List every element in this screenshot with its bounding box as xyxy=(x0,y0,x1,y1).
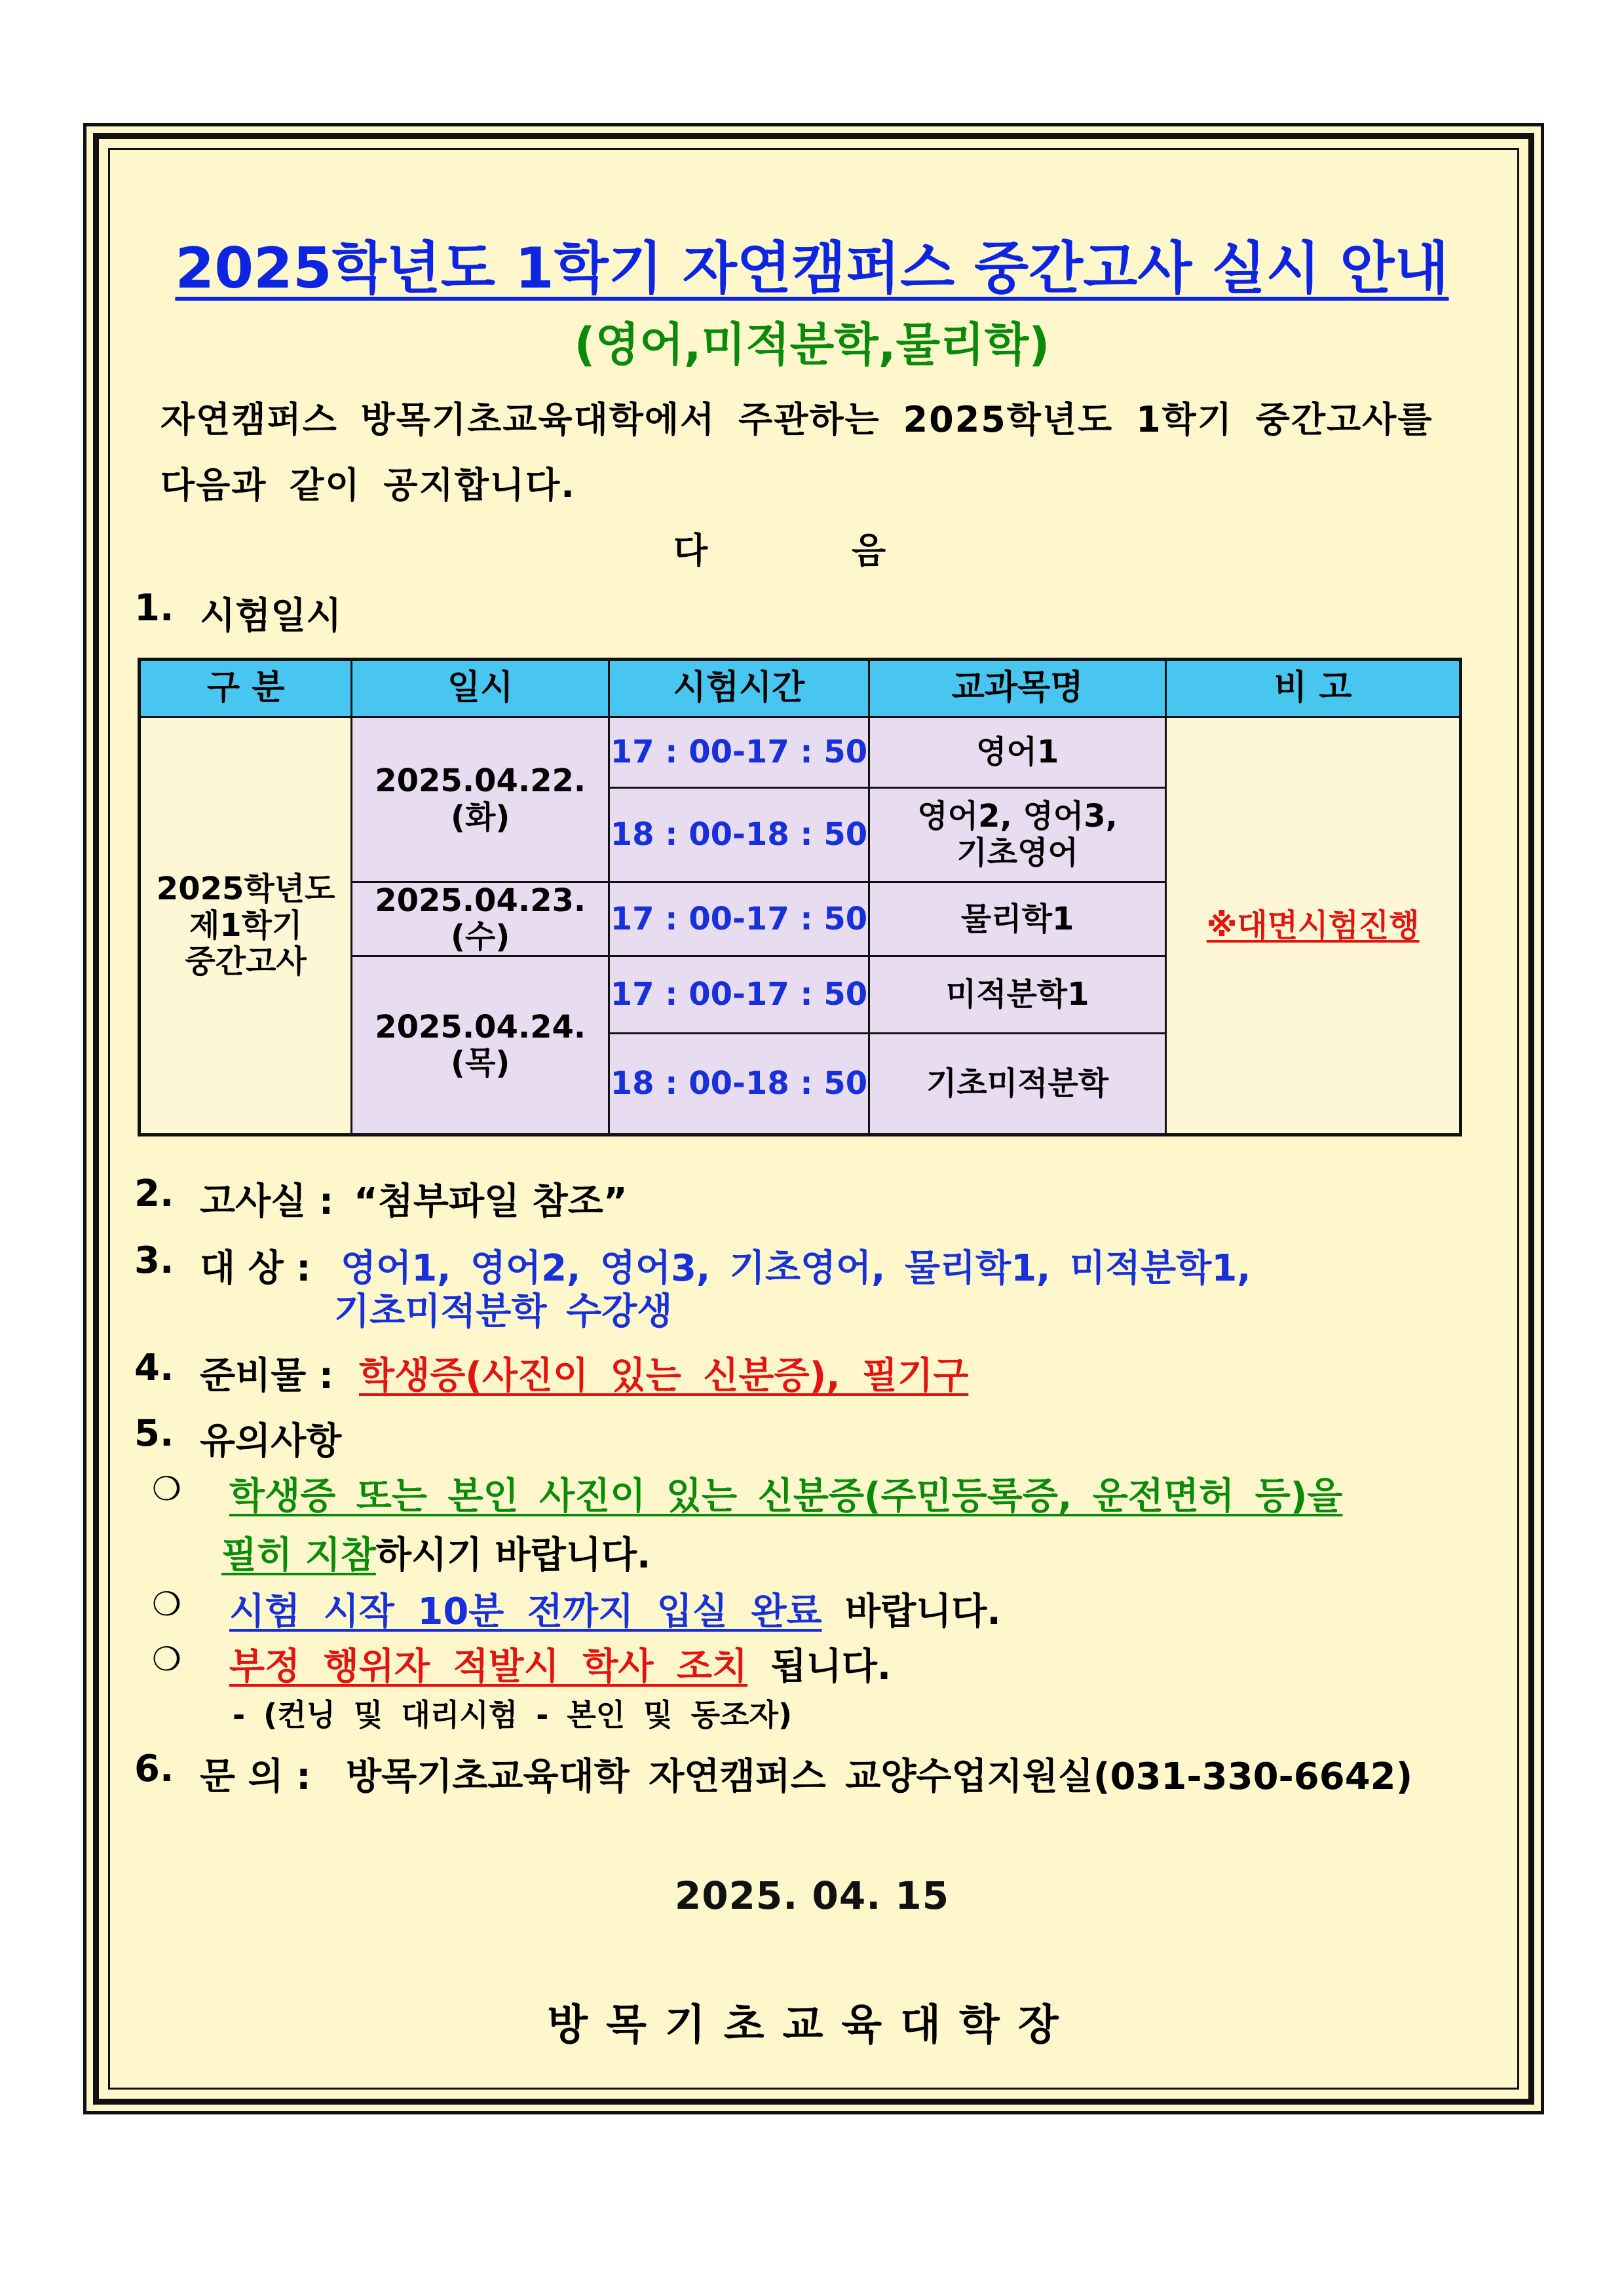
division-line-2: 제1학기 xyxy=(189,907,303,944)
section-4-number: 4. xyxy=(134,1347,174,1389)
header-date: 일시 xyxy=(352,660,609,717)
notice-item-1-emphasis: 필히 지참 xyxy=(221,1534,376,1577)
note-text: ※대면시험진행 xyxy=(1206,907,1420,944)
section-2-number: 2. xyxy=(134,1173,174,1215)
subject-line: 영어2, 영어3, xyxy=(917,798,1118,835)
section-1-label: 시험일시 xyxy=(200,595,342,637)
signer-name: 방목기초교육대학장 xyxy=(547,2001,1077,2050)
time-cell: 17 : 00-17 : 50 xyxy=(609,956,869,1034)
notice-item-3-tail: 됩니다. xyxy=(770,1645,892,1688)
header-note: 비 고 xyxy=(1166,660,1461,717)
subject-cell xyxy=(869,788,1166,882)
division-line-1: 2025학년도 xyxy=(156,871,335,908)
section-6-number: 6. xyxy=(134,1748,174,1790)
section-4-label: 준비물 : xyxy=(200,1355,334,1397)
header-division: 구 분 xyxy=(140,660,352,717)
subject-line: 기초영어 xyxy=(956,834,1078,871)
page-title: 2025학년도 1학기 자연캠퍼스 중간고사 실시 안내 xyxy=(175,236,1449,301)
subject-cell xyxy=(869,1034,1166,1135)
table-header-row xyxy=(140,660,1461,717)
notice-item-1-cont xyxy=(221,1526,651,1579)
subject-line: 물리학1 xyxy=(960,900,1074,937)
date-cell: 2025.04.24.(목) xyxy=(352,956,609,1135)
date-cell: 2025.04.23.(수) xyxy=(352,882,609,956)
section-4-value: 학생증(사진이 있는 신분증), 필기구 xyxy=(359,1355,969,1397)
daum-char-1: 다 xyxy=(673,530,709,571)
notice-item-2-tail: 바랍니다. xyxy=(845,1590,1001,1633)
notice-item-2 xyxy=(229,1583,1001,1635)
notice-item-2-emphasis: 시험 시작 10분 전까지 입실 완료 xyxy=(229,1590,822,1633)
section-3-number: 3. xyxy=(134,1239,174,1282)
bullet-icon: ❍ xyxy=(152,1470,181,1508)
exam-schedule-table xyxy=(138,658,1462,1136)
page-subtitle: (영어,미적분학,물리학) xyxy=(574,318,1050,371)
notice-item-3 xyxy=(229,1638,891,1690)
section-3-line-1: 영어1, 영어2, 영어3, 기초영어, 물리학1, 미적분학1, xyxy=(341,1247,1251,1290)
subject-cell xyxy=(869,717,1166,788)
section-6-label: 문 의 : xyxy=(200,1755,311,1798)
table-row xyxy=(140,717,1461,788)
section-6-value: 방목기초교육대학 자연캠퍼스 교양수업지원실(031-330-6642) xyxy=(346,1755,1413,1798)
header-time: 시험시간 xyxy=(609,660,869,717)
bullet-icon: ❍ xyxy=(152,1640,181,1678)
notice-item-1-tail: 하시기 바랍니다. xyxy=(375,1534,651,1577)
subject-cell xyxy=(869,956,1166,1034)
section-3-line-2: 기초미적분학 수강생 xyxy=(334,1290,673,1333)
note-cell xyxy=(1166,717,1461,1135)
notice-item-1-text: 학생증 또는 본인 사진이 있는 신분증(주민등록증, 운전면허 등)을 xyxy=(229,1475,1343,1518)
section-5-label: 유의사항 xyxy=(200,1420,342,1463)
daum-char-2: 음 xyxy=(852,530,888,571)
section-2-label: 고사실 : xyxy=(200,1180,334,1223)
section-1-number: 1. xyxy=(134,587,174,629)
subject-line: 기초미적분학 xyxy=(926,1065,1109,1102)
section-2-value: “첨부파일 참조” xyxy=(354,1180,628,1223)
notice-item-3-emphasis: 부정 행위자 적발시 학사 조치 xyxy=(229,1645,748,1688)
time-cell: 18 : 00-18 : 50 xyxy=(609,1034,869,1135)
intro-line-1: 자연캠퍼스 방목기초교육대학에서 주관하는 2025학년도 1학기 중간고사를 xyxy=(161,399,1433,440)
notice-item-3-sub: - (컨닝 및 대리시험 - 본인 및 동조자) xyxy=(233,1697,793,1733)
subject-line: 영어1 xyxy=(976,733,1059,770)
division-line-3: 중간고사 xyxy=(185,943,307,980)
division-cell xyxy=(140,717,352,1135)
section-3-label: 대 상 : xyxy=(200,1247,311,1290)
section-5-number: 5. xyxy=(134,1412,174,1455)
header-subject: 교과목명 xyxy=(869,660,1166,717)
bullet-icon: ❍ xyxy=(152,1585,181,1623)
subject-line: 미적분학1 xyxy=(945,976,1089,1013)
intro-line-2: 다음과 같이 공지합니다. xyxy=(161,464,576,506)
issue-date: 2025. 04. 15 xyxy=(674,1873,950,1918)
time-cell: 17 : 00-17 : 50 xyxy=(609,717,869,788)
date-cell: 2025.04.22.(화) xyxy=(352,717,609,882)
time-cell: 18 : 00-18 : 50 xyxy=(609,788,869,882)
subject-cell xyxy=(869,882,1166,956)
time-cell: 17 : 00-17 : 50 xyxy=(609,882,869,956)
